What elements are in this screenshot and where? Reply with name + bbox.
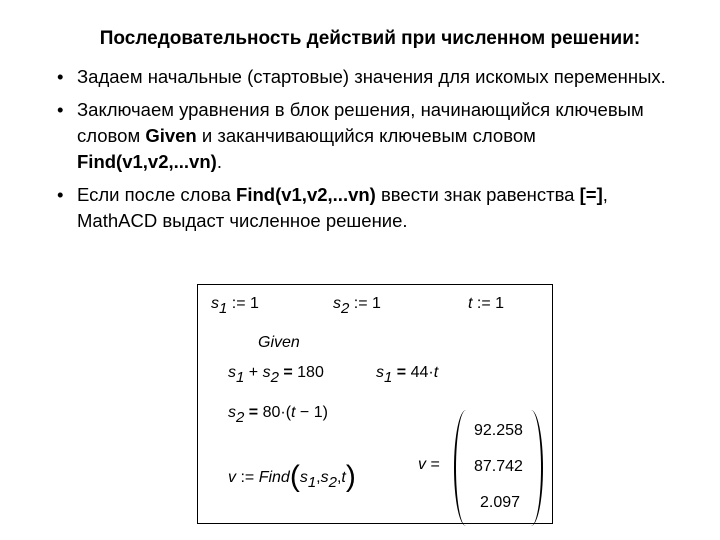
bullet-text: Задаем начальные (стартовые) значения для искомых переменных. xyxy=(77,66,666,87)
bullet-text: Заключаем уравнения в блок решения, начинающийся ключевым словом xyxy=(77,99,644,146)
keyword-find: Find(v1,v2,...vn) xyxy=(236,184,376,205)
bullet-text: , MathACD выдаст численное решение. xyxy=(77,184,608,231)
bullet-result xyxy=(58,182,668,234)
given-keyword: Given xyxy=(258,334,300,351)
bullet-dot: • xyxy=(57,99,64,120)
bullet-dot: • xyxy=(57,184,64,205)
result-label: v = xyxy=(418,456,440,473)
bullet-text: Если после слова xyxy=(77,184,237,205)
assign-s1: s1 := 1 xyxy=(211,295,259,317)
bullet-dot: • xyxy=(57,66,64,87)
bullet-text: ввести знак равенства xyxy=(375,184,580,205)
find-call: v := Find(s1,s2,t) xyxy=(228,460,356,493)
equation-s1: s1 = 44·t xyxy=(376,364,439,386)
keyword-equals: [=] xyxy=(579,184,603,205)
assign-t: t := 1 xyxy=(468,295,505,312)
bullet-solve-block xyxy=(58,97,668,175)
equation-sum: s1 + s2 = 180 xyxy=(228,364,324,386)
result-value: 87.742 xyxy=(474,458,523,475)
slide-title: Последовательность действий при численном решении: xyxy=(99,28,641,49)
keyword-given: Given xyxy=(145,125,197,146)
bullet-text: . xyxy=(216,151,222,172)
bullet-text: и заканчивающийся ключевым словом xyxy=(196,125,536,146)
bullet-initial-values xyxy=(58,64,668,90)
result-value: 92.258 xyxy=(474,422,523,439)
bullet-list xyxy=(58,64,668,241)
equation-s2: s2 = 80·(t − 1) xyxy=(228,404,328,426)
result-value: 2.097 xyxy=(480,494,521,511)
keyword-find: Find(v1,v2,...vn) xyxy=(77,151,217,172)
assign-s2: s2 := 1 xyxy=(333,295,381,317)
